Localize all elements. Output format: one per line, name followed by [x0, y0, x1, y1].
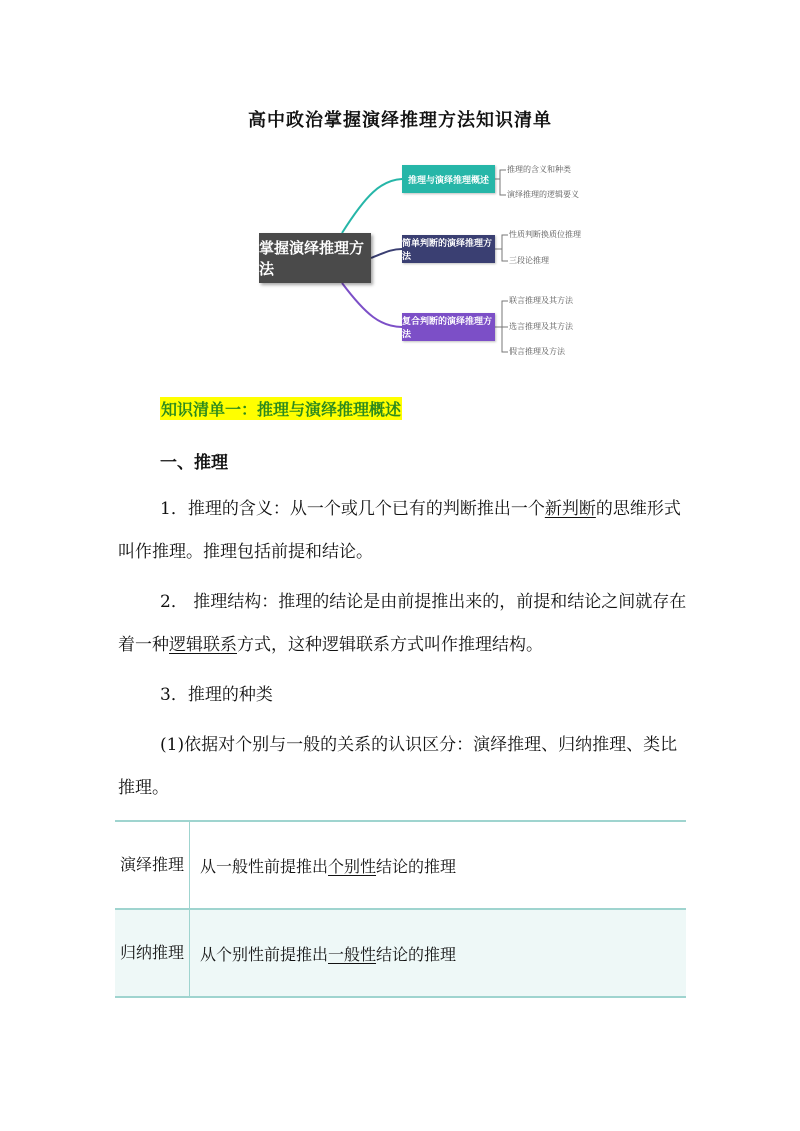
paragraph-text: 2． 推理结构：推理的结论是由前提推出来的，前提和结论之间就存在着一种: [118, 592, 687, 655]
table-row: [115, 909, 686, 997]
paragraph-text: (1)依据对个别与一般的关系的认识区分：演绎推理、归纳推理、类比推理。: [118, 735, 678, 798]
paragraph-text: 1．推理的含义：从一个或几个已有的判断推出一个: [160, 499, 545, 519]
table-cell-text: [190, 909, 687, 997]
cell-text: 结论的推理: [376, 944, 457, 964]
paragraph-text: 的思维形式叫作推理。推理包括前提和结论。: [118, 499, 681, 562]
mind-map-leaf: 演绎推理的逻辑要义: [507, 190, 579, 199]
paragraph-text: 方式，这种逻辑联系方式叫作推理结构。: [237, 635, 543, 655]
underlined-term: 一般性: [328, 944, 377, 964]
cell-text: 从个别性前提推出: [200, 944, 329, 964]
mind-map-leaf: 性质判断换质位推理: [509, 230, 581, 239]
mind-map-leaf: 假言推理及方法: [509, 347, 565, 356]
paragraph-structure: [118, 581, 690, 667]
paragraph-text: 3．推理的种类: [160, 685, 273, 705]
section-heading: 知识清单一：推理与演绎推理概述: [160, 397, 402, 420]
table-cell-label: 演绎推理: [115, 821, 190, 909]
mind-map-leaf: 三段论推理: [509, 256, 549, 265]
sub-heading: 一、推理: [160, 453, 228, 473]
mind-map-leaf: 选言推理及其方法: [509, 322, 573, 331]
mind-map-branch-1: 推理与演绎推理概述: [402, 165, 495, 193]
underlined-term: 逻辑联系: [169, 635, 237, 655]
paragraph-types-detail: [118, 724, 690, 810]
table-cell-text: [190, 821, 687, 909]
reasoning-table: [115, 820, 686, 998]
mind-map-leaf: 推理的含义和种类: [507, 165, 571, 174]
paragraph-definition: [118, 488, 690, 574]
table-row: [115, 821, 686, 909]
paragraph-types: [118, 674, 690, 717]
table-cell-label: 归纳推理: [115, 909, 190, 997]
underlined-term: 个别性: [328, 856, 377, 876]
mind-map-leaf: 联言推理及其方法: [509, 296, 573, 305]
page-title: 高中政治掌握演绎推理方法知识清单: [248, 110, 552, 131]
mind-map: [256, 155, 592, 360]
cell-text: 结论的推理: [376, 856, 457, 876]
mind-map-central-node: 掌握演绎推理方法: [259, 233, 371, 283]
cell-text: 从一般性前提推出: [200, 856, 329, 876]
mind-map-branch-2: 简单判断的演绎推理方法: [402, 235, 495, 263]
underlined-term: 新判断: [544, 499, 596, 519]
mind-map-branch-3: 复合判断的演绎推理方法: [402, 313, 495, 341]
